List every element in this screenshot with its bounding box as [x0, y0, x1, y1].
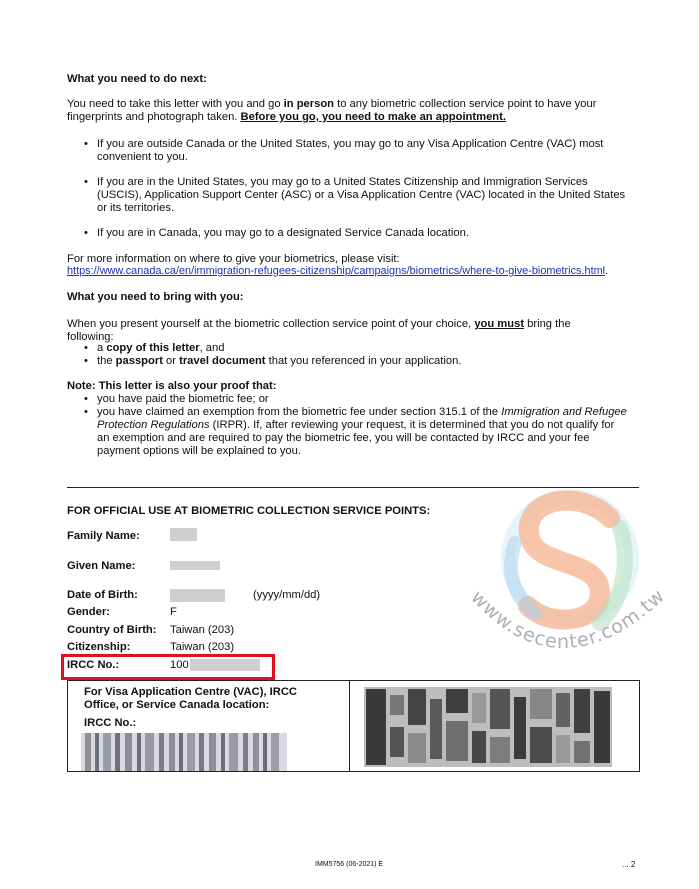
bullet-icon: •: [84, 138, 88, 150]
citizenship-value: Taiwan (203): [170, 641, 235, 653]
gender-value: F: [170, 606, 177, 618]
bring-intro: When you present yourself at the biometric collection service point of your choice, you must bring the following:: [67, 318, 571, 343]
bullet-icon: •: [84, 176, 88, 188]
country-of-birth-value: Taiwan (203): [170, 624, 235, 636]
bullet-icon: •: [84, 406, 88, 418]
family-name-label: Family Name:: [67, 530, 140, 542]
bullet-in-canada: If you are in Canada, you may go to a designated Service Canada location.: [97, 227, 469, 239]
country-of-birth-label: Country of Birth:: [67, 624, 157, 636]
dob-label: Date of Birth:: [67, 589, 138, 601]
vac-box-line2: Office, or Service Canada location:: [84, 699, 270, 711]
bullet-united-states: If you are in the United States, you may go to a United States Citizenship and Immigration Services (USCIS), Application Support Center (ASC) or a Visa Application Centre (VAC) located in the United States or its territories.: [97, 176, 626, 214]
watermark-text: www.secenter.com.tw: [466, 584, 670, 654]
more-info-link-line: https://www.canada.ca/en/immigration-refugees-citizenship/campaigns/biometrics/where-to-give-biometrics.html.: [67, 265, 609, 277]
given-name-redacted: [170, 561, 220, 570]
bring-item-letter: a copy of this letter, and: [97, 342, 225, 354]
secenter-watermark: [460, 488, 680, 688]
next-steps-heading: What you need to do next:: [67, 73, 207, 85]
vac-box-line1: For Visa Application Centre (VAC), IRCC: [84, 686, 297, 698]
vac-box-frame: [67, 680, 640, 772]
form-code: IMM5756 (06-2021) E: [315, 861, 384, 868]
official-use-heading: FOR OFFICIAL USE AT BIOMETRIC COLLECTION SERVICE POINTS:: [67, 505, 431, 517]
ircc-highlight-box: [61, 654, 275, 680]
secenter-logo-icon: [460, 488, 680, 688]
citizenship-label: Citizenship:: [67, 641, 131, 653]
bullet-icon: •: [84, 355, 88, 367]
note-paid-fee: you have paid the biometric fee; or: [97, 393, 269, 405]
appointment-notice: Before you go, you need to make an appointment.: [240, 111, 506, 123]
bullet-icon: •: [84, 227, 88, 239]
biometrics-link[interactable]: https://www.canada.ca/en/immigration-refugees-citizenship/campaigns/biometrics/where-to-give-biometrics.html: [67, 265, 606, 277]
bring-heading: What you need to bring with you:: [67, 291, 244, 303]
ircc-no-prefix: 100: [170, 659, 189, 671]
given-name-label: Given Name:: [67, 560, 136, 572]
vac-box-ircc-label: IRCC No.:: [84, 717, 137, 729]
gender-label: Gender:: [67, 606, 110, 618]
family-name-redacted: [170, 528, 197, 541]
next-steps-intro: You need to take this letter with you and go in person to any biometric collection service point to have your fingerprints and photograph taken. Before you go, you need to make an appointment.: [67, 98, 597, 123]
more-info-text: For more information on where to give your biometrics, please visit:: [67, 253, 400, 265]
qr-code-redacted: [364, 687, 612, 767]
barcode-redacted: [81, 733, 287, 771]
page-number: ... 2: [622, 860, 636, 869]
bullet-outside-canada: If you are outside Canada or the United States, you may go to any Visa Application Centre (VAC) most convenient to you.: [97, 138, 604, 163]
bullet-icon: •: [84, 393, 88, 405]
barcode-icon: [81, 733, 287, 771]
ircc-no-label: IRCC No.:: [67, 659, 120, 671]
bring-item-passport: the passport or travel document that you referenced in your application.: [97, 355, 462, 367]
dob-format: (yyyy/mm/dd): [253, 589, 321, 601]
note-exemption: you have claimed an exemption from the biometric fee under section 315.1 of the Immigration and Refugee Protection Regulations (IRPR). If, after reviewing your request, it is determined that you do not qualify for an exemption and are required to pay the biometric fee, you will be contacted by IRCC and your fee payment options will be explained to you.: [97, 406, 627, 457]
qr-code-icon: [364, 687, 612, 767]
bullet-icon: •: [84, 342, 88, 354]
dob-redacted: [170, 589, 225, 602]
note-heading: Note: This letter is also your proof that:: [67, 380, 277, 392]
box-divider: [349, 681, 350, 772]
